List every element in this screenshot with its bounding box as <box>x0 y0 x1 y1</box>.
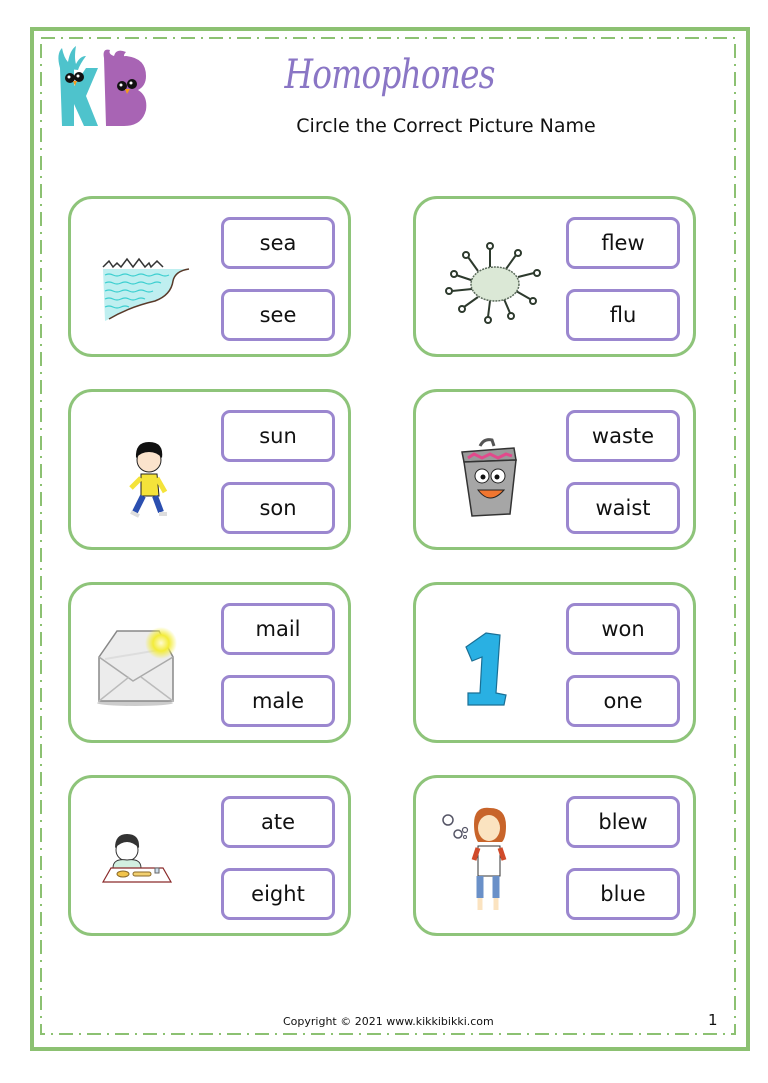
option-flew[interactable]: flew <box>566 217 680 269</box>
boy-ate-meal-icon <box>89 798 209 916</box>
homophone-card-ate <box>68 775 351 936</box>
homophone-card-son <box>68 389 351 550</box>
number-one-icon <box>434 605 554 723</box>
copyright-footer: Copyright © 2021 www.kikkibikki.com <box>283 1015 494 1028</box>
homophone-card-sea <box>68 196 351 357</box>
option-sea[interactable]: sea <box>221 217 335 269</box>
option-male[interactable]: male <box>221 675 335 727</box>
option-flu[interactable]: flu <box>566 289 680 341</box>
option-mail[interactable]: mail <box>221 603 335 655</box>
sea-icon <box>89 219 209 337</box>
option-eight[interactable]: eight <box>221 868 335 920</box>
option-blue[interactable]: blue <box>566 868 680 920</box>
option-waste[interactable]: waste <box>566 410 680 462</box>
homophone-card-mail <box>68 582 351 743</box>
homophone-card-waste <box>413 389 696 550</box>
worksheet-instructions: Circle the Correct Picture Name <box>296 115 596 137</box>
page-number: 1 <box>708 1011 718 1029</box>
son-boy-walking-icon <box>89 412 209 530</box>
option-son[interactable]: son <box>221 482 335 534</box>
option-see[interactable]: see <box>221 289 335 341</box>
waste-trash-can-icon <box>434 412 554 530</box>
homophone-card-blew <box>413 775 696 936</box>
option-one[interactable]: one <box>566 675 680 727</box>
mail-envelope-icon <box>89 605 209 723</box>
homophone-card-one <box>413 582 696 743</box>
option-won[interactable]: won <box>566 603 680 655</box>
girl-blew-bubbles-icon <box>434 798 554 916</box>
worksheet-title: Homophones <box>284 52 495 98</box>
homophone-card-flu <box>413 196 696 357</box>
option-blew[interactable]: blew <box>566 796 680 848</box>
option-sun[interactable]: sun <box>221 410 335 462</box>
option-waist[interactable]: waist <box>566 482 680 534</box>
option-ate[interactable]: ate <box>221 796 335 848</box>
flu-virus-icon <box>434 219 554 337</box>
